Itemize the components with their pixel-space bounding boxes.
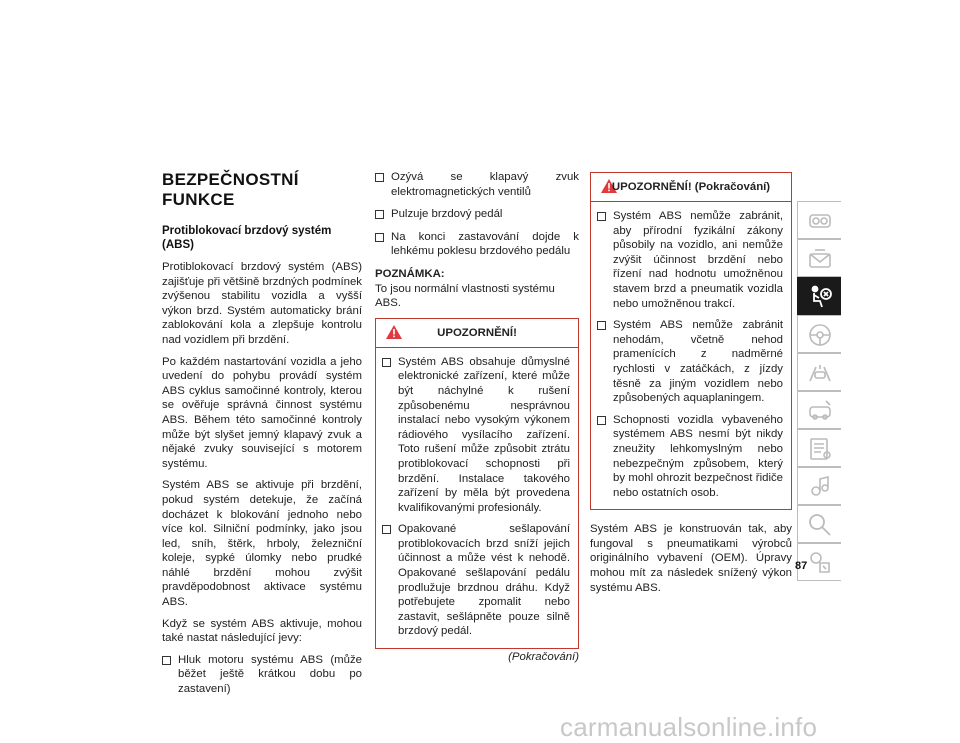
page-number: 87	[795, 560, 808, 572]
chapter-tab-service[interactable]	[797, 391, 841, 429]
column-right	[590, 170, 792, 602]
warning-title: UPOZORNĚNÍ! (Pokračování)	[611, 181, 771, 193]
chapter-tab-dashboard[interactable]	[797, 201, 841, 239]
checkbox-bullet-icon	[382, 358, 391, 367]
paragraph: Po každém nastartování vozidla a jeho uvedení do pohybu provádí systém ABS cyklus samočinné kontroly, kterou se ověřuje správná činnost systému ABS. Během této samočinné kontroly může být slyšet jemný klapavý zvuk a nějaké zvuky související s motorem systému.	[162, 355, 362, 470]
warning-box	[375, 318, 579, 649]
list-item: Ozývá se klapavý zvuk elektromagnetických ventilů	[375, 170, 579, 199]
chapter-tab-multimedia[interactable]	[797, 467, 841, 505]
list-item: Hluk motoru systému ABS (může běžet ještě krátkou dobu po zastavení)	[162, 653, 362, 697]
checkbox-bullet-icon	[597, 212, 606, 221]
car-dashboard-icon	[806, 207, 834, 235]
paragraph: Protiblokovací brzdový systém (ABS) zajišťuje při většině brzdných podmínek zvýšenou stabilitu vozidla a vyšší výkon brzd. Systém automaticky brání zablokování kola a zlepšuje kontrolu nad vozidlem při brzdění.	[162, 261, 362, 346]
checkbox-bullet-icon	[375, 233, 384, 242]
warning-box-continued	[590, 172, 792, 510]
checklist-icon	[806, 435, 834, 463]
note-label: POZNÁMKA:	[375, 267, 445, 280]
chapter-tab-safety[interactable]	[797, 277, 841, 315]
list-item: Systém ABS obsahuje důmyslné elektronické zařízení, které může být náchylné k rušení způsobenému nesprávnou instalací nebo vysokým výkonem rádiového vysílacího zařízení. Toto rušení může způsobit ztrátu protiblokovací schopnosti při brzdění. Instalace takového zařízení by měla být provedena kvalifikovanými profesionály.	[382, 355, 570, 516]
instrument-mail-icon	[806, 245, 834, 273]
section-title: BEZPEČNOSTNÍ FUNKCE	[162, 170, 299, 209]
checkbox-bullet-icon	[162, 656, 171, 665]
paragraph: Systém ABS se aktivuje při brzdění, pokud systém detekuje, že začíná docházet k blokování jednoho nebo více kol. Silniční podmínky, jako jsou led, sníh, štěrk, hrboly, železniční koleje, sypké úlomky nebo prudké náhlé brzdění mohou zvýšit pravděpodobnost aktivace systému ABS.	[162, 479, 362, 609]
paragraph: Když se systém ABS aktivuje, mohou také nastat následující jevy:	[162, 617, 362, 645]
language-icon	[806, 549, 834, 577]
chapter-tab-instruments[interactable]	[797, 239, 841, 277]
list-item: Schopnosti vozidla vybaveného systémem ABS nesmí být nikdy zneužity lehkomyslným nebo nebezpečným způsobem, který by mohl ohrozit bezpečnost řidiče nebo ostatních osob.	[597, 413, 783, 501]
music-nav-icon	[806, 473, 834, 501]
chapter-tab-index[interactable]	[797, 505, 841, 543]
list-item: Systém ABS nemůže zabránit nehodám, včetně nehod pramenících z nadměrné rychlosti v zatáčkách, z jízdy těsně za jiným vozidlem nebo způsobených aquaplaningem.	[597, 318, 783, 406]
note-text: To jsou normální vlastnosti systému ABS.	[375, 282, 555, 310]
checkbox-bullet-icon	[382, 525, 391, 534]
warning-header	[591, 173, 791, 202]
search-icon	[806, 511, 834, 539]
checkbox-bullet-icon	[375, 173, 384, 182]
column-left	[162, 170, 362, 705]
airbag-safety-icon	[806, 283, 834, 311]
checkbox-bullet-icon	[597, 416, 606, 425]
watermark: carmanualsonline.info	[560, 712, 818, 742]
subsection-title: Protiblokovací brzdový systém (ABS)	[162, 225, 332, 251]
chapter-tab-driving[interactable]	[797, 315, 841, 353]
list-item: Pulzuje brzdový pedál	[375, 207, 579, 222]
car-service-icon	[806, 397, 834, 425]
continued-label: (Pokračování)	[508, 651, 579, 664]
paragraph: Systém ABS je konstruován tak, aby fungoval s pneumatikami výrobců originálního vybavení (OEM). Úpravy mohou mít za následek snížený výkon systému ABS.	[590, 523, 792, 594]
list-item: Systém ABS nemůže zabránit, aby přírodní fyzikální zákony působily na vozidlo, ani nemůže zvýšit účinnost brzdění nebo řízení nad hodnotu umožněnou stavem brzd a pneumatik vozidla nebo umožněnou trakcí.	[597, 209, 783, 311]
checkbox-bullet-icon	[375, 210, 384, 219]
warning-title: UPOZORNĚNÍ!	[437, 326, 517, 339]
chapter-tab-specs[interactable]	[797, 429, 841, 467]
list-item: Opakované sešlapování protiblokovacích brzd sníží jejich účinnost a může vést k nehodě. Opakované sešlapování pedálu prodlužuje brzdnou dráhu. Když potřebujete zpomalit nebo zastavit, sešlápněte pouze silně brzdový pedál.	[382, 522, 570, 639]
chapter-tab-emergency[interactable]	[797, 353, 841, 391]
list-item: Na konci zastavování dojde k lehkému poklesu brzdového pedálu	[375, 230, 579, 259]
column-middle	[375, 170, 579, 665]
checkbox-bullet-icon	[597, 321, 606, 330]
road-car-icon	[806, 359, 834, 387]
warning-header	[376, 319, 578, 348]
steering-wheel-icon	[806, 321, 834, 349]
